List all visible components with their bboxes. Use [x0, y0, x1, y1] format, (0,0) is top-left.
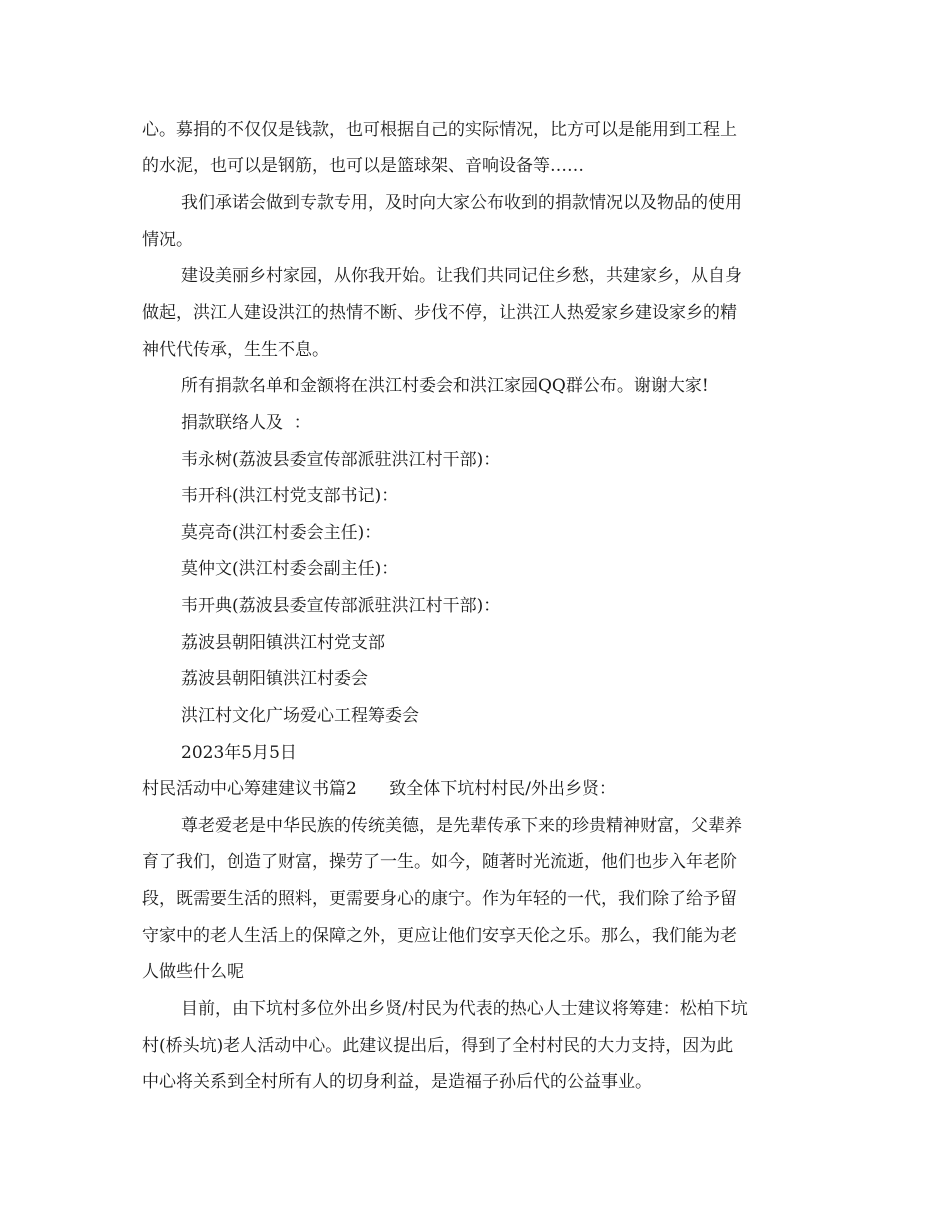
text-line: 做起，洪江人建设洪江的热情不断、步伐不停，让洪江人热爱家乡建设家乡的精 [142, 303, 737, 323]
text-line: 捐款联络人及 ： [181, 413, 311, 433]
text-line: 人做些什么呢 [142, 962, 244, 982]
text-line: 莫亮奇(洪江村委会主任)： [181, 523, 382, 543]
text-line: 所有捐款名单和金额将在洪江村委会和洪江家园QQ群公布。谢谢大家! [181, 376, 709, 396]
text-line: 神代代传承，生生不息。 [142, 340, 329, 360]
text-line: 荔波县朝阳镇洪江村党支部 [181, 633, 385, 653]
text-line: 洪江村文化广场爱心工程筹委会 [181, 706, 419, 726]
text-line: 荔波县朝阳镇洪江村委会 [181, 669, 368, 689]
text-line: 段，既需要生活的照料，更需要身心的康宁。作为年轻的一代，我们除了给予留 [142, 889, 737, 909]
text-line: 中心将关系到全村所有人的切身利益，是造福子孙后代的公益事业。 [142, 1072, 652, 1092]
text-line: 尊老爱老是中华民族的传统美德，是先辈传承下来的珍贵精神财富，父辈养 [181, 816, 742, 836]
text-line: 守家中的老人生活上的保障之外，更应让他们安享天伦之乐。那么，我们能为老 [142, 926, 737, 946]
text-line: 村(桥头坑)老人活动中心。此建议提出后，得到了全村村民的大力支持，因为此 [142, 1036, 734, 1056]
text-line: 的水泥，也可以是钢筋，也可以是篮球架、音响设备等…… [142, 156, 584, 176]
text-line: 情况。 [142, 230, 193, 250]
text-line: 村民活动中心筹建建议书篇2 致全体下坑村村民/外出乡贤： [142, 779, 616, 799]
text-line: 莫仲文(洪江村委会副主任)： [181, 559, 399, 579]
text-line: 2023年5月5日 [181, 743, 297, 763]
text-line: 目前，由下坑村多位外出乡贤/村民为代表的热心人士建议将筹建：松柏下坑 [181, 999, 748, 1019]
text-line: 韦开典(荔波县委宣传部派驻洪江村干部)： [181, 596, 501, 616]
text-line: 韦永树(荔波县委宣传部派驻洪江村干部)： [181, 450, 501, 470]
text-line: 韦开科(洪江村党支部书记)： [181, 486, 399, 506]
text-line: 心。募捐的不仅仅是钱款，也可根据自己的实际情况，比方可以是能用到工程上 [142, 120, 737, 140]
text-line: 育了我们，创造了财富，操劳了一生。如今，随著时光流逝，他们也步入年老阶 [142, 852, 737, 872]
text-line: 建设美丽乡村家园，从你我开始。让我们共同记住乡愁，共建家乡，从自身 [181, 266, 742, 286]
text-line: 我们承诺会做到专款专用，及时向大家公布收到的捐款情况以及物品的使用 [181, 193, 742, 213]
